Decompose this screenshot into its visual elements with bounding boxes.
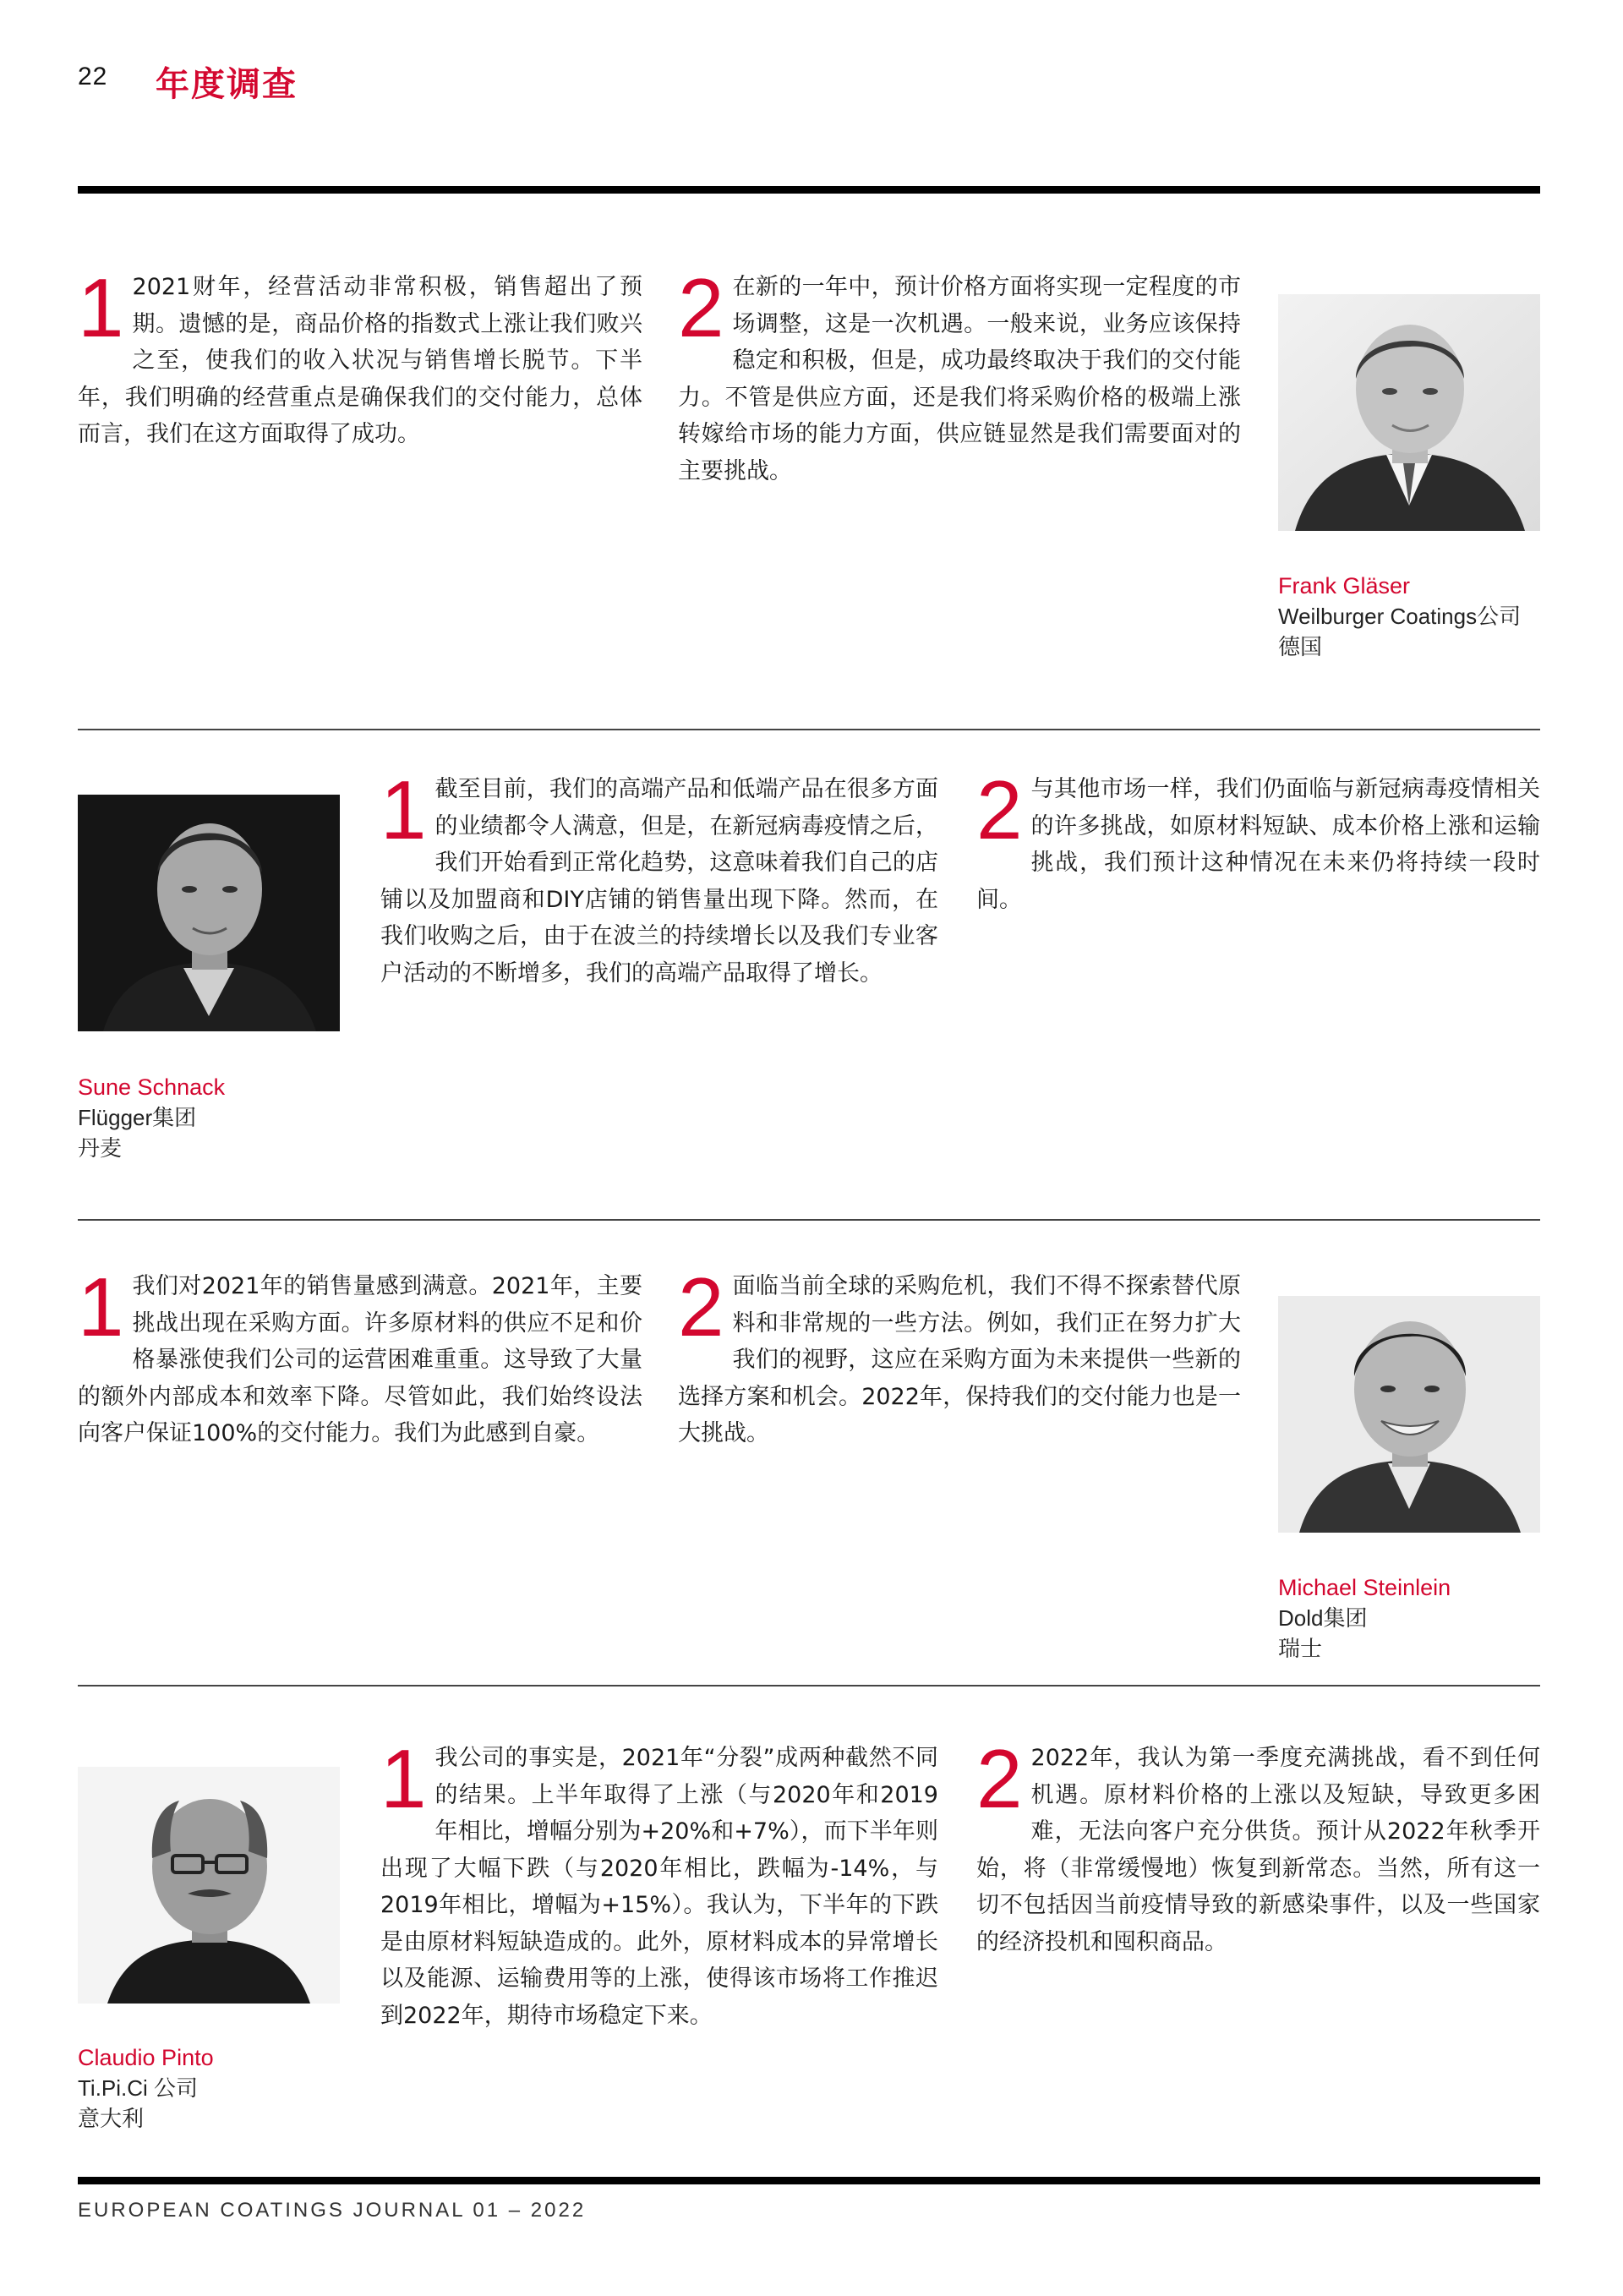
answer-text: 我们对2021年的销售量感到满意。2021年，主要挑战出现在采购方面。许多原材料的供应不足和价格暴涨使我们公司的运营困难重重。这导致了大量的额外内部成本和效率下降。尽管如此，我们始终设法向客户保证100%的交付能力。我们为此感到自豪。 bbox=[78, 1273, 642, 1446]
entry-2-answer-1 bbox=[380, 763, 938, 992]
entry-4-answer-2 bbox=[976, 1732, 1540, 1960]
portrait-photo-frank-glaser bbox=[1278, 294, 1540, 531]
person-card-sune-schnack bbox=[78, 1072, 348, 1163]
answer-number: 2 bbox=[678, 1260, 724, 1353]
entry-3-answer-2 bbox=[678, 1260, 1241, 1452]
entry-3-answer-1 bbox=[78, 1260, 642, 1452]
section-title: 年度调查 bbox=[156, 65, 298, 104]
section-divider bbox=[78, 729, 1540, 730]
entry-4-answer-1 bbox=[380, 1732, 938, 2034]
answer-number: 1 bbox=[380, 1732, 427, 1825]
answer-text: 截至目前，我们的高端产品和低端产品在很多方面的业绩都令人满意，但是，在新冠病毒疫情之后，我们开始看到正常化趋势，这意味着我们自己的店铺以及加盟商和DIY店铺的销售量出现下降。然而，在我们收购之后，由于在波兰的持续增长以及我们专业客户活动的不断增多，我们的高端产品取得了增长。 bbox=[380, 776, 938, 987]
person-country: 丹麦 bbox=[78, 1135, 123, 1161]
answer-text: 在新的一年中，预计价格方面将实现一定程度的市场调整，这是一次机遇。一般来说，业务应该保持稳定和积极，但是，成功最终取决于我们的交付能力。不管是供应方面，还是我们将采购价格的极端上涨转嫁给市场的能力方面，供应链显然是我们需要面对的主要挑战。 bbox=[678, 274, 1241, 484]
footer-journal-credit: EUROPEAN COATINGS JOURNAL 01 – 2022 bbox=[78, 2199, 587, 2222]
answer-text: 2021财年，经营活动非常积极，销售超出了预期。遗憾的是，商品价格的指数式上涨让我们败兴之至，使我们的收入状况与销售增长脱节。下半年，我们明确的经营重点是确保我们的交付能力，总体而言，我们在这方面取得了成功。 bbox=[78, 274, 642, 447]
person-country: 德国 bbox=[1278, 634, 1323, 659]
answer-text: 2022年，我认为第一季度充满挑战，看不到任何机遇。原材料价格的上涨以及短缺，导致更多困难，无法向客户充分供货。预计从2022年秋季开始，将（非常缓慢地）恢复到新常态。当然，所有这一切不包括因当前疫情导致的新感染事件，以及一些国家的经济投机和囤积商品。 bbox=[976, 1745, 1540, 1955]
entry-2-answer-2 bbox=[976, 763, 1540, 918]
entry-1-answer-1 bbox=[78, 261, 642, 453]
page-number: 22 bbox=[78, 63, 108, 90]
answer-number: 1 bbox=[78, 1260, 124, 1353]
answer-text: 与其他市场一样，我们仍面临与新冠病毒疫情相关的许多挑战，如原材料短缺、成本价格上涨和运输挑战，我们预计这种情况在未来仍将持续一段时间。 bbox=[976, 776, 1540, 913]
answer-number: 2 bbox=[976, 1732, 1023, 1825]
answer-number: 1 bbox=[78, 261, 124, 354]
person-company: Weilburger Coatings公司 bbox=[1278, 604, 1522, 629]
person-country: 瑞士 bbox=[1278, 1636, 1323, 1661]
person-name: Sune Schnack bbox=[78, 1074, 226, 1100]
person-card-frank-glaser bbox=[1278, 571, 1549, 662]
portrait-photo-michael-steinlein bbox=[1278, 1296, 1540, 1533]
answer-number: 2 bbox=[976, 763, 1023, 856]
answer-text: 我公司的事实是，2021年“分裂”成两种截然不同的结果。上半年取得了上涨（与2020年和2019年相比，增幅分别为+20%和+7%），而下半年则出现了大幅下跌（与2020年相比，跌幅为-14%，与2019年相比，增幅为+15%）。我认为，下半年的下跌是由原材料短缺造成的。此外，原材料成本的异常增长以及能源、运输费用等的上涨，使得该市场将工作推迟到2022年，期待市场稳定下来。 bbox=[380, 1745, 938, 2029]
person-card-michael-steinlein bbox=[1278, 1572, 1549, 1664]
section-divider bbox=[78, 1685, 1540, 1686]
top-rule bbox=[78, 186, 1540, 194]
person-card-claudio-pinto bbox=[78, 2042, 348, 2134]
bottom-rule bbox=[78, 2177, 1540, 2184]
person-country: 意大利 bbox=[78, 2106, 145, 2131]
entry-1-answer-2 bbox=[678, 261, 1241, 489]
answer-text: 面临当前全球的采购危机，我们不得不探索替代原料和非常规的一些方法。例如，我们正在努力扩大我们的视野，这应在采购方面为未来提供一些新的选择方案和机会。2022年，保持我们的交付能力也是一大挑战。 bbox=[678, 1273, 1241, 1446]
answer-number: 1 bbox=[380, 763, 427, 856]
answer-number: 2 bbox=[678, 261, 724, 354]
section-divider bbox=[78, 1219, 1540, 1221]
person-company: Flügger集团 bbox=[78, 1105, 197, 1130]
person-name: Michael Steinlein bbox=[1278, 1575, 1451, 1600]
person-company: Ti.Pi.Ci 公司 bbox=[78, 2075, 199, 2101]
portrait-photo-claudio-pinto bbox=[78, 1767, 340, 2004]
person-company: Dold集团 bbox=[1278, 1605, 1368, 1631]
person-name: Frank Gläser bbox=[1278, 573, 1411, 599]
portrait-photo-sune-schnack bbox=[78, 795, 340, 1031]
person-name: Claudio Pinto bbox=[78, 2045, 214, 2070]
